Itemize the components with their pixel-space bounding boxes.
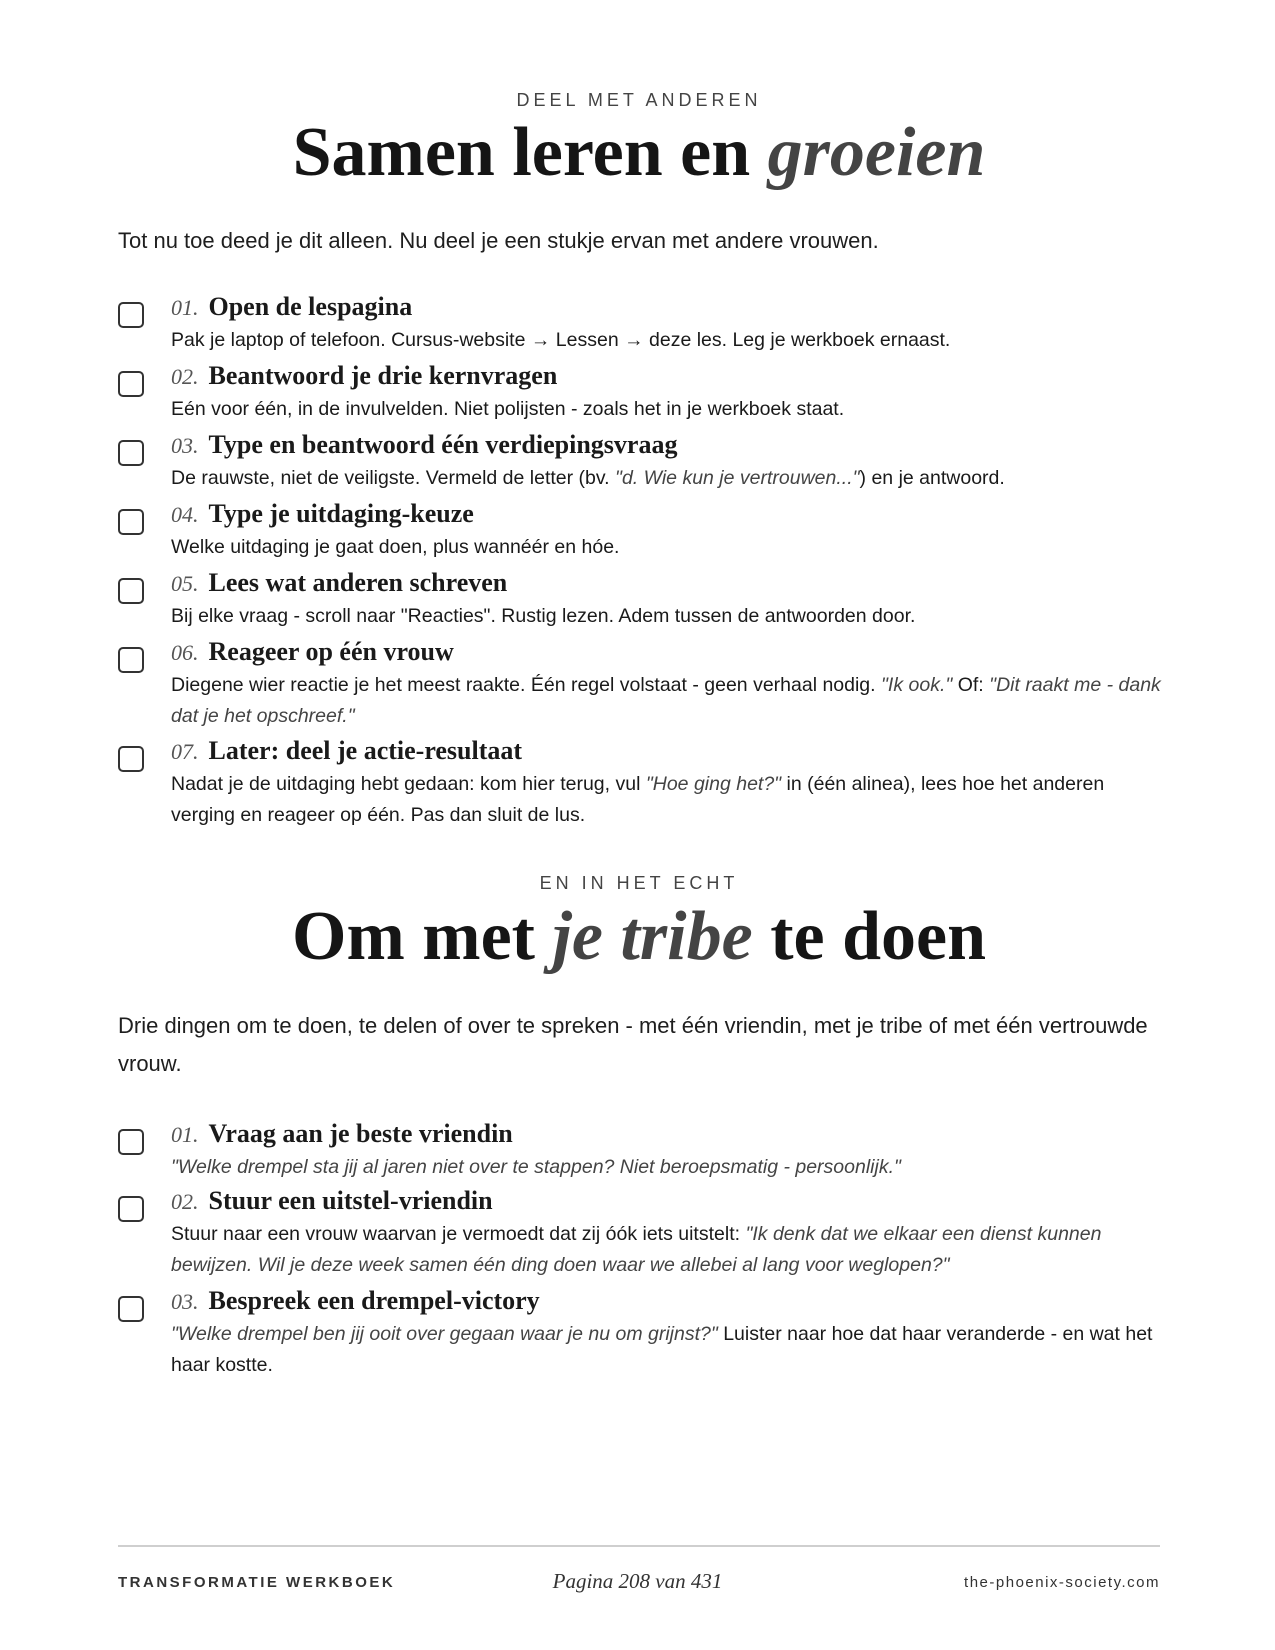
quote: "Ik denk dat we elkaar een dienst kunnen bewijzen. Wil je deze week samen één ding doen waar we allebei al lang voor weglopen?" [171,1223,1102,1276]
item-number: 04. [171,502,199,527]
item-number: 05. [171,571,199,596]
body-text: Nadat je de uitdaging hebt gedaan: kom hier terug, vul [171,773,646,795]
item-title: Bespreek een drempel-victory [208,1286,540,1315]
item-title: Type en beantwoord één verdiepingsvraag [208,430,678,459]
title-emphasis: je tribe [552,898,753,975]
body-text: De rauwste, niet de veiligste. Vermeld de letter (bv. [171,467,616,489]
item-body: Pak je laptop of telefoon. Cursus-website → Lessen → deze les. Leg je werkboek ernaast. [171,329,951,351]
body-text: in (één alinea), lees hoe het anderen verging en reageer op één. Pas dan sluit de lus. [171,773,1105,826]
body-text: Diegene wier reactie je het meest raakte. Één regel volstaat - geen verhaal nodig. [171,674,881,696]
item-number: 07. [171,739,199,764]
checkbox[interactable] [118,1296,144,1322]
item-title: Beantwoord je drie kernvragen [208,361,558,390]
title-part: te doen [752,898,986,975]
footer-website: the-phoenix-society.com [964,1574,1160,1591]
section-title [118,898,1160,975]
body-text: Of: [952,674,990,696]
item-body: Welke uitdaging je gaat doen, plus wannéér en hóe. [171,536,620,558]
item-title: Type je uitdaging-keuze [208,499,474,528]
checkbox[interactable] [118,440,144,466]
quote: "Welke drempel ben jij ooit over gegaan waar je nu om grijnst?" [171,1323,718,1345]
item-number: 02. [171,1189,199,1214]
item-body: Eén voor één, in de invulvelden. Niet polijsten - zoals het in je werkboek staat. [171,398,845,420]
section-eyebrow: EN IN HET ECHT [539,873,739,893]
footer-workbook-title: TRANSFORMATIE WERKBOEK [118,1574,396,1591]
item-title: Reageer op één vrouw [208,637,454,666]
quote: "Ik ook." [881,674,953,696]
checkbox[interactable] [118,371,144,397]
item-body [171,1319,1161,1381]
item-title: Open de lespagina [208,292,413,321]
checkbox[interactable] [118,1129,144,1155]
item-number: 01. [171,295,199,320]
title-emphasis: groeien [767,114,986,191]
item-title: Stuur een uitstel-vriendin [208,1186,493,1215]
item-number: 06. [171,640,199,665]
item-body [171,463,1161,494]
quote: "d. Wie kun je vertrouwen..." [615,467,860,489]
checkbox[interactable] [118,647,144,673]
body-text: Luister naar hoe dat haar veranderde - en wat het haar kostte. [171,1323,1153,1376]
footer-divider [118,1545,1160,1547]
item-number: 03. [171,1289,199,1314]
checkbox[interactable] [118,509,144,535]
page-number: Pagina 208 van 431 [552,1569,723,1593]
section-intro: Drie dingen om te doen, te delen of over te spreken - met één vriendin, met je tribe of met één vertrouwde vrouw. [118,1013,1148,1076]
item-body: Bij elke vraag - scroll naar "Reacties". Rustig lezen. Adem tussen de antwoorden door. [171,605,916,627]
item-number: 02. [171,364,199,389]
checkbox[interactable] [118,578,144,604]
title-part: Om met [292,898,553,975]
item-body [171,769,1161,831]
item-body [171,670,1161,732]
title-main: Samen leren en [292,114,768,191]
item-title: Vraag aan je beste vriendin [208,1119,513,1148]
item-title: Lees wat anderen schreven [208,568,508,597]
section-eyebrow: DEEL MET ANDEREN [516,90,762,110]
section-title [118,114,1160,191]
item-body [171,1219,1161,1281]
item-body [171,1152,1161,1183]
body-text: ) en je antwoord. [859,467,1005,489]
quote: "Hoe ging het?" [645,773,782,795]
item-title: Later: deel je actie-resultaat [208,736,523,765]
checkbox[interactable] [118,302,144,328]
quote: "Welke drempel sta jij al jaren niet over te stappen? Niet beroepsmatig - persoonlijk." [171,1156,901,1178]
quote: "Dit raakt me - dank dat je het opschreef." [171,674,1161,727]
checkbox[interactable] [118,746,144,772]
item-number: 01. [171,1122,199,1147]
checkbox[interactable] [118,1196,144,1222]
body-text: Stuur naar een vrouw waarvan je vermoedt dat zij óók iets uitstelt: [171,1223,746,1245]
item-number: 03. [171,433,199,458]
section-intro: Tot nu toe deed je dit alleen. Nu deel je een stukje ervan met andere vrouwen. [118,228,879,253]
